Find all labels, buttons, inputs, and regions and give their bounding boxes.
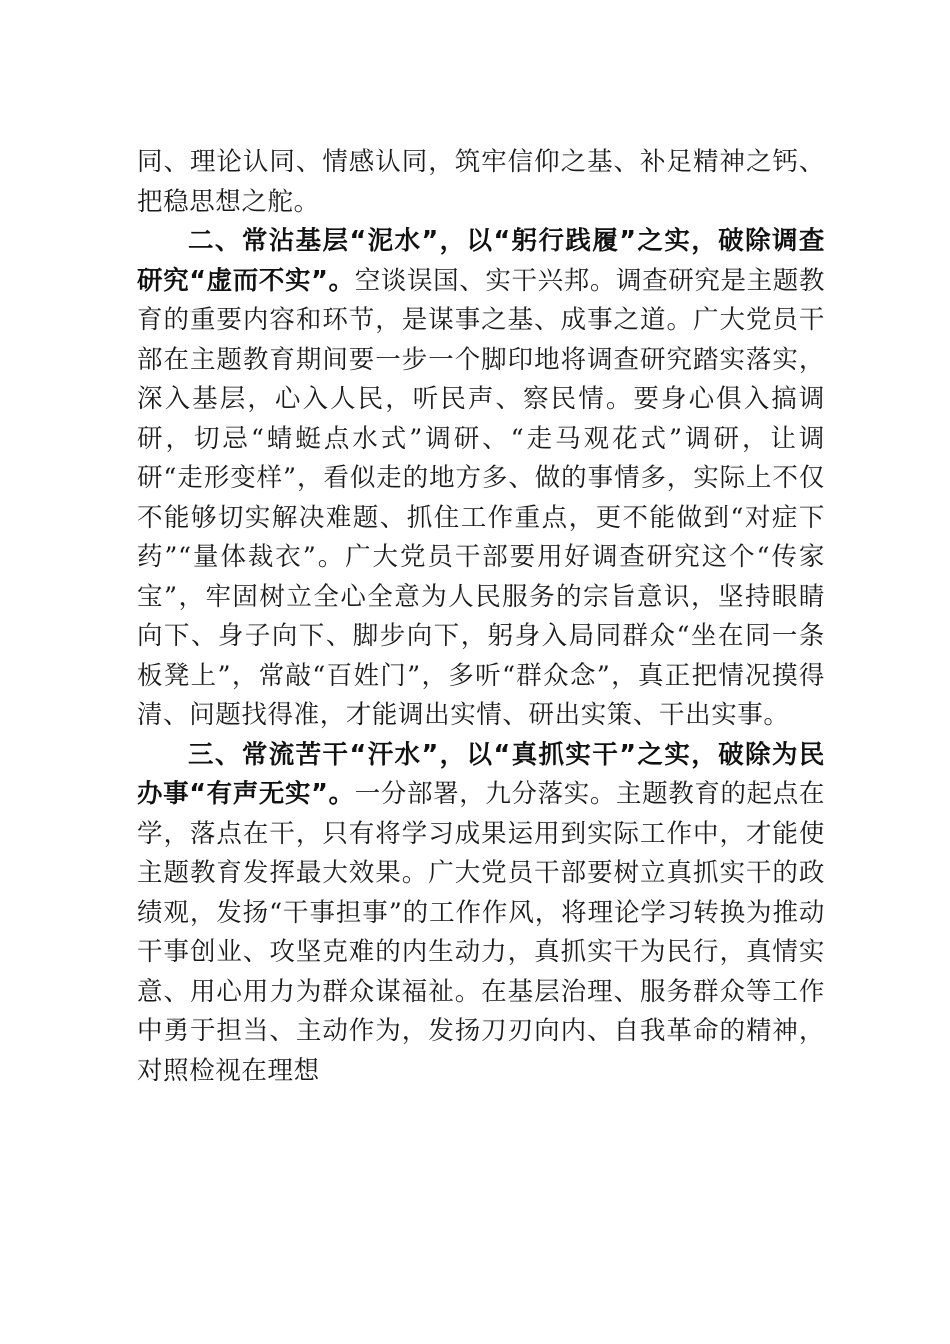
- paragraph-section-three: [137, 736, 825, 1092]
- paragraph-continuation: [137, 143, 825, 222]
- paragraph-section-two: [137, 222, 825, 736]
- paragraph-body: 同、理论认同、情感认同，筑牢信仰之基、补足精神之钙、把稳思想之舵。: [137, 147, 825, 217]
- paragraph-body: 空谈误国、实干兴邦。调查研究是主题教育的重要内容和环节，是谋事之基、成事之道。广大党员干部在主题教育期间要一步一个脚印地将调查研究踏实落实，深入基层，心入人民，听民声、察民情。要身心俱入搞调研，切忌“蜻蜓点水式”调研、“走马观花式”调研，让调研“走形变样”，看似走的地方多、做的事情多，实际上不仅不能够切实解决难题、抓住工作重点，更不能做到“对症下药”“量体裁衣”。广大党员干部要用好调查研究这个“传家宝”，牢固树立全心全意为人民服务的宗旨意识，坚持眼睛向下、身子向下、脚步向下，躬身入局同群众“坐在同一条板凳上”，常敲“百姓门”，多听“群众念”，真正把情况摸得清、问题找得准，才能调出实情、研出实策、干出实事。: [137, 265, 825, 730]
- paragraph-body: 一分部署，九分落实。主题教育的起点在学，落点在干，只有将学习成果运用到实际工作中，才能使主题教育发挥最大效果。广大党员干部要树立真抓实干的政绩观，发扬“干事担事”的工作作风，将理论学习转换为推动干事创业、攻坚克难的内生动力，真抓实干为民行，真情实意、用心用力为群众谋福祉。在基层治理、服务群众等工作中勇于担当、主动作为，发扬刀刃向内、自我革命的精神，对照检视在理想: [137, 779, 825, 1086]
- document-body: [137, 143, 825, 1091]
- section-heading-three: 三、常流苦干“汗水”，以“真抓实干”之实，破除为民办事“有声无实”。: [137, 739, 825, 809]
- section-heading-two: 二、常沾基层“泥水”，以“躬行践履”之实，破除调查研究“虚而不实”。: [137, 226, 825, 296]
